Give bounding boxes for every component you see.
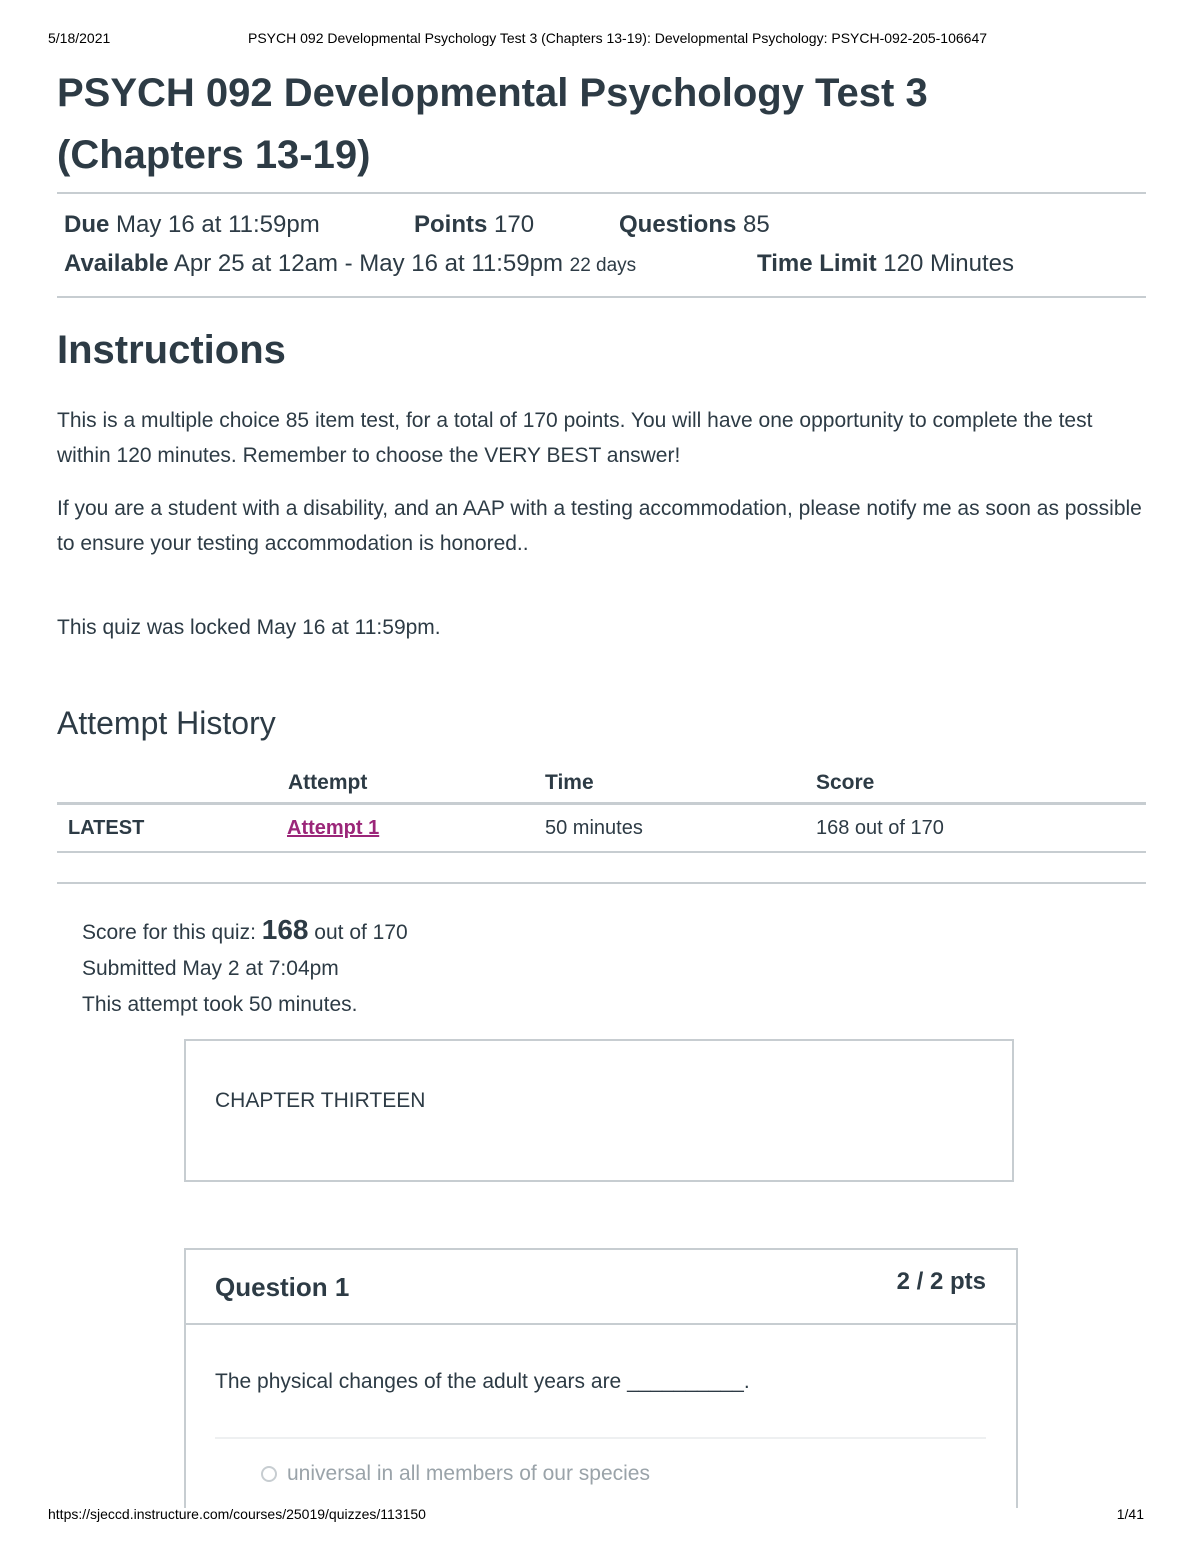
due-label: Due: [64, 211, 110, 238]
time-limit-label: Time Limit: [757, 250, 877, 277]
attempt-1-link[interactable]: Attempt 1: [287, 817, 380, 839]
available-duration: 22 days: [569, 255, 637, 276]
score-summary: [82, 912, 408, 1023]
score-suffix: out of 170: [308, 921, 408, 944]
due-info: [64, 211, 320, 239]
points-label: Points: [414, 211, 488, 238]
questions-info: [619, 211, 770, 239]
locked-notice: This quiz was locked May 16 at 11:59pm.: [57, 616, 441, 639]
score-value: 168: [261, 914, 309, 945]
due-value: May 16 at 11:59pm: [116, 211, 320, 238]
print-url: https://sjeccd.instructure.com/courses/25019/quizzes/113150: [48, 1506, 426, 1522]
attempt-history-heading: Attempt History: [57, 705, 276, 741]
radio-icon[interactable]: [261, 1466, 277, 1482]
meta-divider: [57, 296, 1146, 298]
time-limit-info: [757, 250, 1014, 278]
submitted-line: Submitted May 2 at 7:04pm: [82, 957, 339, 980]
title-divider: [57, 192, 1146, 194]
answer-option[interactable]: [261, 1462, 650, 1486]
chapter-text-box: [184, 1039, 1014, 1182]
available-info: [64, 250, 636, 278]
questions-value: 85: [743, 211, 770, 238]
duration-line: This attempt took 50 minutes.: [82, 993, 358, 1016]
instructions-heading: Instructions: [57, 328, 286, 372]
time-limit-value: 120 Minutes: [883, 250, 1014, 277]
question-title: Question 1: [215, 1272, 350, 1302]
chapter-heading: CHAPTER THIRTEEN: [215, 1089, 426, 1112]
table-header-divider: [57, 802, 1146, 805]
points-value: 170: [494, 211, 535, 238]
print-date: 5/18/2021: [48, 30, 111, 46]
available-value: Apr 25 at 12am - May 16 at 11:59pm: [173, 250, 563, 277]
page-number: 1/41: [1116, 1506, 1144, 1522]
column-header-attempt: Attempt: [288, 771, 368, 794]
print-page-title: PSYCH 092 Developmental Psychology Test 3 (Chapters 13-19): Developmental Psychology: PSYCH-092-205-106647: [248, 30, 988, 46]
attempt-score: 168 out of 170: [816, 817, 944, 839]
attempt-row-latest-label: LATEST: [68, 817, 145, 839]
question-1: [184, 1248, 1018, 1508]
question-header: [186, 1250, 1016, 1325]
answer-label: universal in all members of our species: [287, 1462, 650, 1485]
question-divider: [215, 1437, 986, 1439]
score-line: [82, 912, 408, 951]
instructions-paragraph-2: If you are a student with a disability, and an AAP with a testing accommodation, please notify me as soon as possible to ensure your testing accommodation is honored..: [57, 497, 1142, 555]
quiz-title: PSYCH 092 Developmental Psychology Test 3 (Chapters 13-19): [57, 71, 928, 177]
column-header-score: Score: [816, 771, 875, 794]
summary-divider: [57, 882, 1146, 884]
instructions-paragraph-1: This is a multiple choice 85 item test, for a total of 170 points. You will have one opportunity to complete the test within 120 minutes. Remember to choose the VERY BEST answer!: [57, 409, 1093, 467]
available-label: Available: [64, 250, 169, 277]
print-footer: [48, 1506, 1144, 1526]
column-header-time: Time: [545, 771, 594, 794]
questions-label: Questions: [619, 211, 737, 238]
table-row-divider: [57, 851, 1146, 853]
score-prefix: Score for this quiz:: [82, 921, 262, 944]
question-text: The physical changes of the adult years are __________.: [215, 1370, 750, 1393]
question-points: 2 / 2 pts: [896, 1268, 986, 1295]
print-header: [48, 30, 1144, 50]
points-info: [414, 211, 534, 239]
attempt-time: 50 minutes: [545, 817, 643, 839]
